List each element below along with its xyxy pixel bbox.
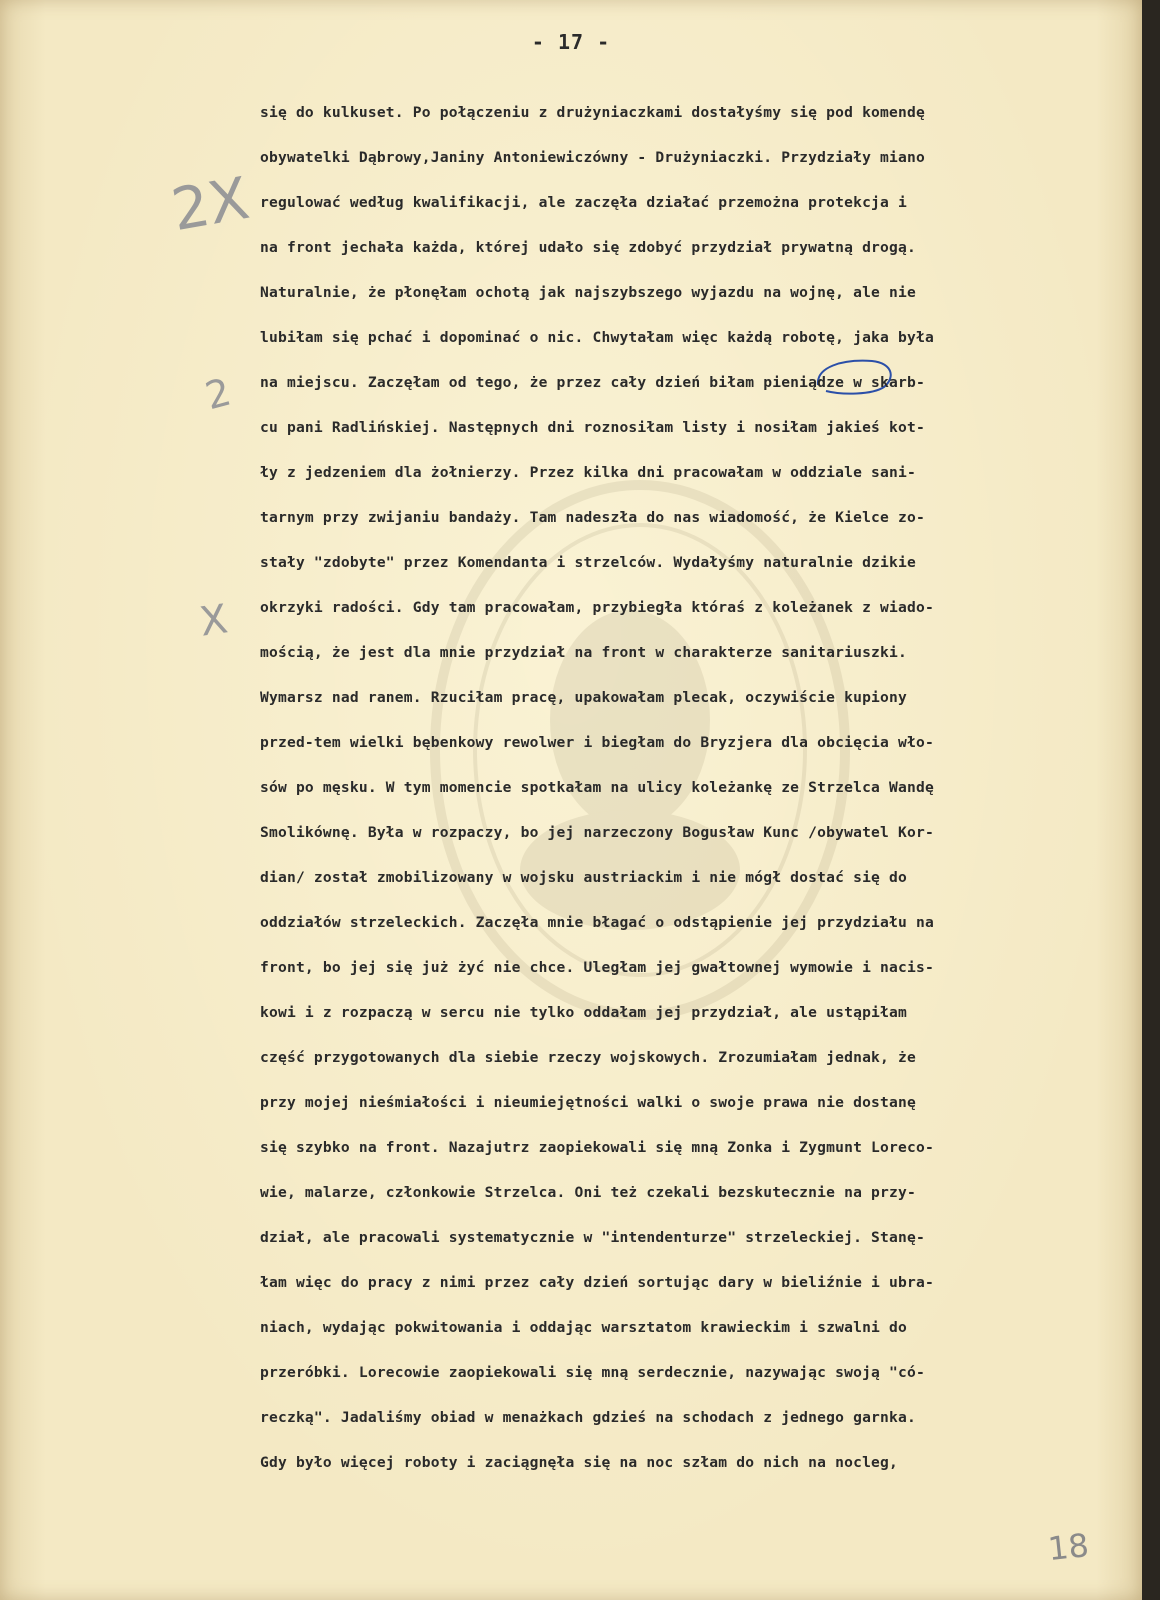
text-line: Smolikównę. Była w rozpaczy, bo jej narzeczony Bogusław Kunc /obywatel Kor- xyxy=(260,824,934,841)
text-line: Wymarsz nad ranem. Rzuciłam pracę, upakowałam plecak, oczywiście kupiony xyxy=(260,689,908,706)
text-line: cu pani Radlińskiej. Następnych dni roznosiłam listy i nosiłam jakieś kot- xyxy=(260,419,925,436)
text-line: Gdy było więcej roboty i zaciągnęła się na noc szłam do nich na nocleg, xyxy=(260,1454,899,1471)
text-line: dian/ został zmobilizowany w wojsku austriackim i nie mógł dostać się do xyxy=(260,869,908,886)
text-line: Naturalnie, że płonęłam ochotą jak najszybszego wyjazdu na wojnę, ale nie xyxy=(260,284,916,301)
text-line: dział, ale pracowali systematycznie w "intendenturze" strzeleckiej. Stanę- xyxy=(260,1229,925,1246)
text-line: część przygotowanych dla siebie rzeczy wojskowych. Zrozumiałam jednak, że xyxy=(260,1049,916,1066)
text-line: na miejscu. Zaczęłam od tego, że przez cały dzień biłam pieniądze w skarb- xyxy=(260,374,925,391)
text-line: łam więc do pracy z nimi przez cały dzień sortując dary w bieliźnie i ubra- xyxy=(260,1274,934,1291)
text-line: wie, malarze, członkowie Strzelca. Oni też czekali bezskutecznie na przy- xyxy=(260,1184,916,1201)
text-line: oddziałów strzeleckich. Zaczęła mnie błagać o odstąpienie jej przydziału na xyxy=(260,914,934,931)
text-line: lubiłam się pchać i dopominać o nic. Chwytałam więc każdą robotę, jaka była xyxy=(260,329,934,346)
text-line: ły z jedzeniem dla żołnierzy. Przez kilka dni pracowałam w oddziale sani- xyxy=(260,464,916,481)
text-line: niach, wydając pokwitowania i oddając warsztatom krawieckim i szwalni do xyxy=(260,1319,908,1336)
text-line: mością, że jest dla mnie przydział na front w charakterze sanitariuszki. xyxy=(260,644,908,661)
text-line: kowi i z rozpaczą w sercu nie tylko oddałam jej przydział, ale ustąpiłam xyxy=(260,1004,908,1021)
margin-note-2: 2 xyxy=(200,369,236,419)
text-line: się do kulkuset. Po połączeniu z drużyniaczkami dostałyśmy się pod komendę xyxy=(260,104,925,121)
folio-number: 18 xyxy=(1046,1525,1091,1569)
text-line: front, bo jej się już żyć nie chce. Uległam jej gwałtownej wymowie i nacis- xyxy=(260,959,934,976)
text-line: przy mojej nieśmiałości i nieumiejętności walki o swoje prawa nie dostanę xyxy=(260,1094,916,1111)
text-line: okrzyki radości. Gdy tam pracowałam, przybiegła któraś z koleżanek z wiado- xyxy=(260,599,934,616)
text-line: reczką". Jadaliśmy obiad w menażkach gdzieś na schodach z jednego garnka. xyxy=(260,1409,916,1426)
text-line: tarnym przy zwijaniu bandaży. Tam nadeszła do nas wiadomość, że Kielce zo- xyxy=(260,509,925,526)
text-line: przed-tem wielki bębenkowy rewolwer i biegłam do Bryzjera dla obcięcia wło- xyxy=(260,734,934,751)
page-number: - 17 - xyxy=(531,30,611,54)
text-line: stały "zdobyte" przez Komendanta i strzelców. Wydałyśmy naturalnie dzikie xyxy=(260,554,916,571)
text-line: sów po męsku. W tym momencie spotkałam na ulicy koleżankę ze Strzelca Wandę xyxy=(260,779,934,796)
text-line: na front jechała każda, której udało się zdobyć przydział prywatną drogą. xyxy=(260,239,916,256)
text-line: regulować według kwalifikacji, ale zaczęła działać przemożna protekcja i xyxy=(260,194,908,211)
margin-note-2x: 2X xyxy=(166,163,254,245)
text-line: przeróbki. Lorecowie zaopiekowali się mną serdecznie, nazywając swoją "có- xyxy=(260,1364,925,1381)
text-line: obywatelki Dąbrowy,Janiny Antoniewiczówny - Drużyniaczki. Przydziały miano xyxy=(260,149,925,166)
margin-note-x: X xyxy=(196,596,231,646)
text-line: się szybko na front. Nazajutrz zaopiekowali się mną Zonka i Zygmunt Loreco- xyxy=(260,1139,934,1156)
typewritten-body xyxy=(260,98,1100,1493)
